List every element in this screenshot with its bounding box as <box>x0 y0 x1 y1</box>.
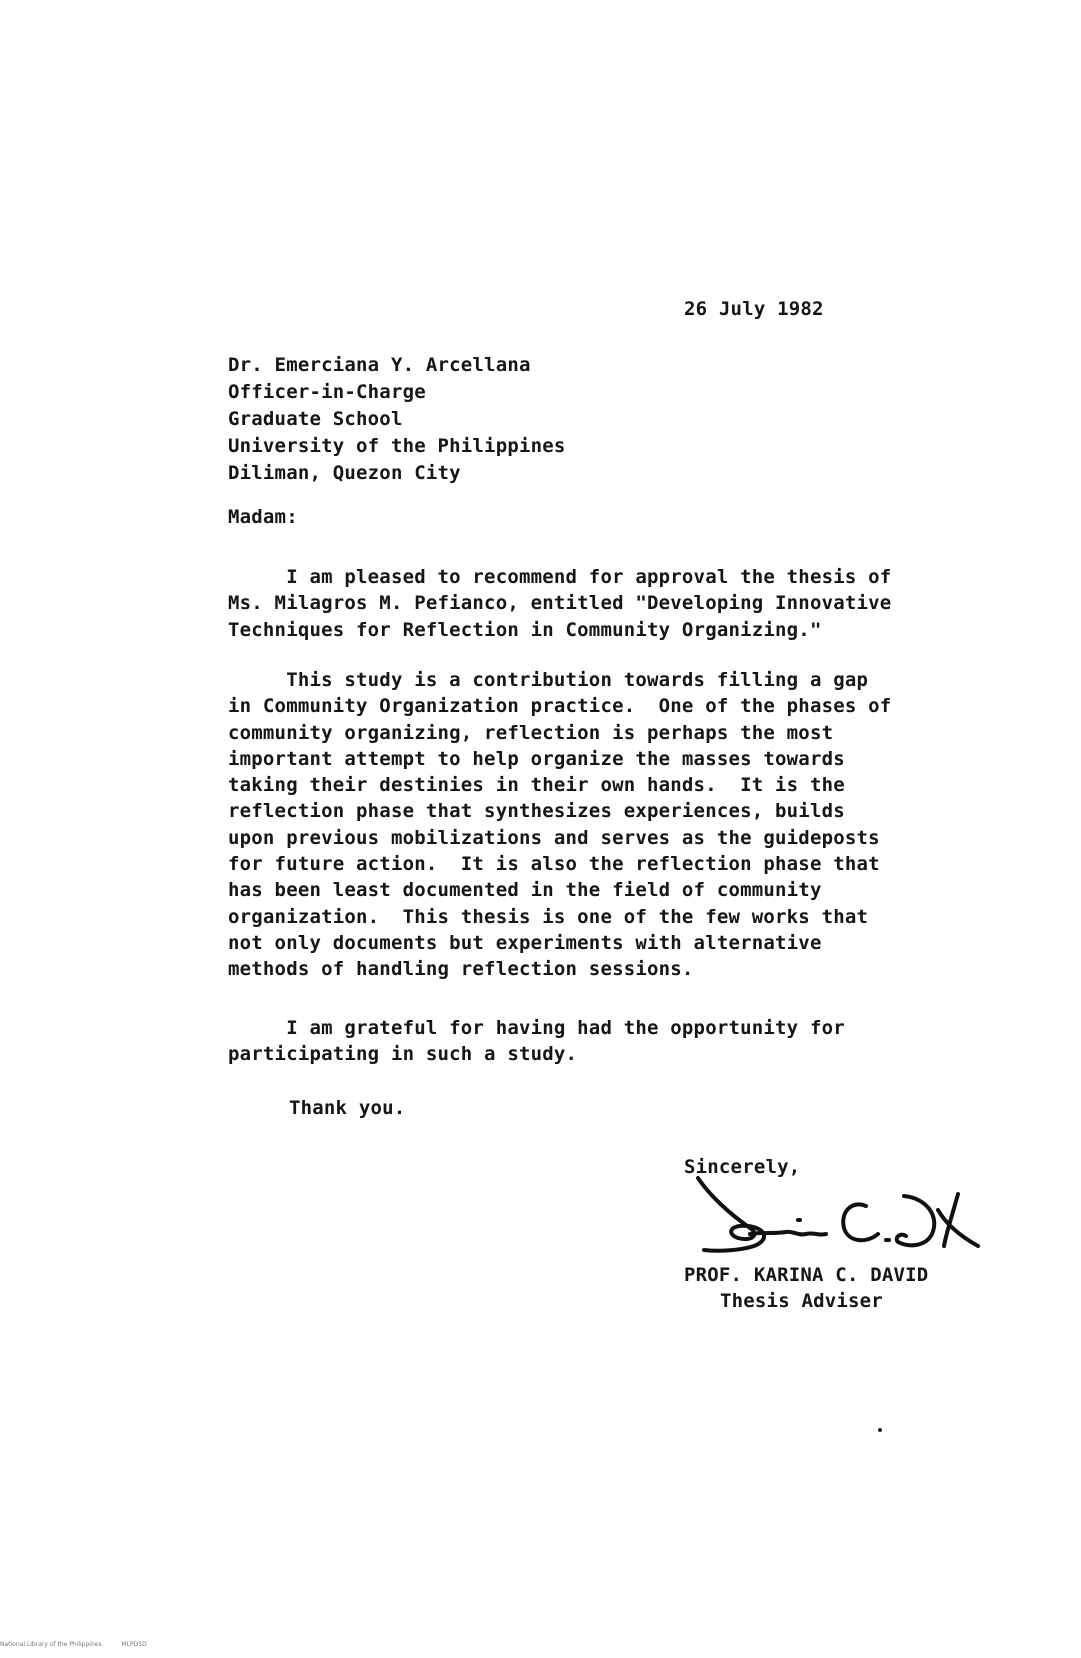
thank-you-line: Thank you. <box>289 1097 406 1119</box>
paragraph-line: I am grateful for having had the opportunity for <box>228 1017 845 1039</box>
paragraph-gratitude <box>228 1015 978 1068</box>
paragraph-line: in Community Organization practice. One of the phases of <box>228 695 892 718</box>
paragraph-line: organization. This thesis is one of the few works that <box>228 905 869 928</box>
paragraph-line: taking their destinies in their own hands. It is the <box>228 774 845 797</box>
footer-code: MLPDSD <box>121 1641 147 1648</box>
recipient-city: Diliman, Quezon City <box>228 462 461 484</box>
paragraph-study-contribution <box>228 667 978 983</box>
paragraph-line: important attempt to help organize the masses towards <box>228 747 845 770</box>
paragraph-line: participating in such a study. <box>228 1043 578 1066</box>
recipient-address <box>228 352 566 487</box>
paragraph-line: has been least documented in the field of community <box>228 879 822 902</box>
closing: Sincerely, <box>684 1156 801 1178</box>
recipient-office: Graduate School <box>228 408 403 430</box>
paragraph-line: I am pleased to recommend for approval the thesis of <box>228 566 892 588</box>
salutation: Madam: <box>228 506 298 528</box>
paragraph-recommendation <box>228 564 978 643</box>
paragraph-line: reflection phase that synthesizes experiences, builds <box>228 800 845 823</box>
signer-title: Thesis Adviser <box>720 1290 883 1312</box>
paragraph-line: Ms. Milagros M. Pefianco, entitled "Developing Innovative <box>228 592 892 615</box>
signer-block <box>684 1262 928 1314</box>
scan-footer <box>0 1641 165 1648</box>
paragraph-line: methods of handling reflection sessions. <box>228 958 694 981</box>
paragraph-line: This study is a contribution towards filling a gap <box>228 669 869 691</box>
stray-mark <box>878 1428 882 1432</box>
paragraph-line: for future action. It is also the reflection phase that <box>228 853 880 876</box>
paragraph-line: upon previous mobilizations and serves as the guideposts <box>228 826 880 849</box>
paragraph-line: not only documents but experiments with alternative <box>228 931 822 954</box>
recipient-institution: University of the Philippines <box>228 435 566 457</box>
paragraph-line: Techniques for Reflection in Community Organizing." <box>228 618 822 641</box>
signer-name: PROF. KARINA C. DAVID <box>684 1264 929 1286</box>
recipient-position: Officer-in-Charge <box>228 381 426 403</box>
letter-date: 26 July 1982 <box>684 298 824 320</box>
footer-source: National Library of the Philippines <box>0 1641 102 1648</box>
recipient-name: Dr. Emerciana Y. Arcellana <box>228 354 531 376</box>
paragraph-line: community organizing, reflection is perhaps the most <box>228 721 834 744</box>
